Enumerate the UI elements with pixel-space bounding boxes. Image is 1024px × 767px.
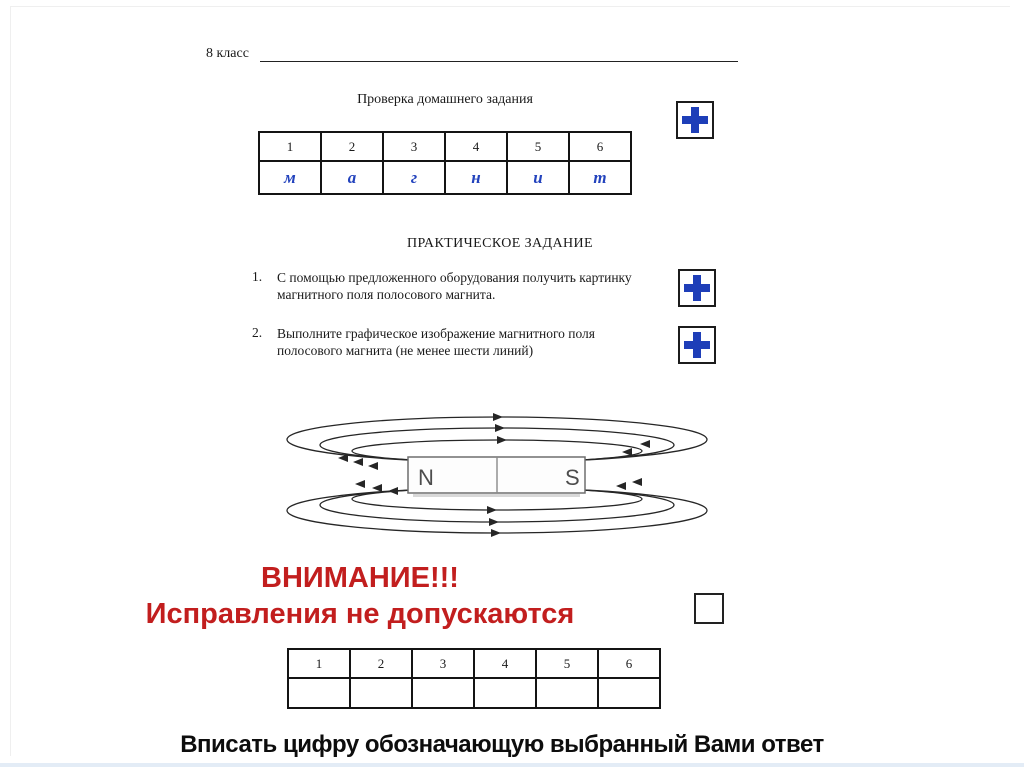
north-pole-label: N (418, 465, 434, 490)
answer-cell: а (321, 161, 383, 194)
plus-icon (684, 275, 710, 301)
column-header: 3 (383, 132, 445, 161)
warning-text (40, 560, 680, 632)
answer-cell: н (445, 161, 507, 194)
list-item-number: 2. (252, 325, 263, 340)
south-pole-label: S (565, 465, 580, 490)
column-header: 1 (288, 649, 350, 678)
column-header: 2 (350, 649, 412, 678)
homework-answer-table (258, 131, 632, 195)
slide-top-edge (10, 6, 1010, 7)
response-cell[interactable] (598, 678, 660, 708)
plus-icon (684, 332, 710, 358)
table-row (288, 649, 660, 678)
column-header: 3 (412, 649, 474, 678)
task1-plus-button[interactable] (678, 269, 716, 307)
slide-left-edge (10, 6, 11, 756)
answer-cell: и (507, 161, 569, 194)
response-cell[interactable] (288, 678, 350, 708)
name-blank-line (260, 44, 738, 62)
answer-cell: г (383, 161, 445, 194)
response-cell[interactable] (536, 678, 598, 708)
column-header: 2 (321, 132, 383, 161)
plus-icon (682, 107, 708, 133)
column-header: 6 (598, 649, 660, 678)
list-item-number: 1. (252, 269, 263, 284)
table-row (259, 132, 631, 161)
list-item: С помощью предложенного оборудования получить картинку магнитного поля полосового магнита. (277, 270, 632, 302)
magnet-shadow (413, 494, 580, 497)
response-cell[interactable] (412, 678, 474, 708)
warning-line1: ВНИМАНИЕ!!! (261, 562, 459, 594)
table-row (259, 161, 631, 194)
column-header: 1 (259, 132, 321, 161)
class-label: 8 класс (206, 46, 249, 61)
table-row (288, 678, 660, 708)
answer-cell: т (569, 161, 631, 194)
practical-title: ПРАКТИЧЕСКОЕ ЗАДАНИЕ (407, 236, 593, 251)
column-header: 5 (507, 132, 569, 161)
response-cell[interactable] (474, 678, 536, 708)
answer-cell: м (259, 161, 321, 194)
footer-instruction: Вписать цифру обозначающую выбранный Вами ответ (180, 731, 824, 758)
column-header: 4 (474, 649, 536, 678)
column-header: 4 (445, 132, 507, 161)
bar-magnet-field-figure (280, 410, 715, 550)
response-cell[interactable] (350, 678, 412, 708)
empty-square-checkbox[interactable] (694, 593, 724, 624)
task2-plus-button[interactable] (678, 326, 716, 364)
slide-bottom-edge (0, 763, 1024, 767)
homework-plus-button[interactable] (676, 101, 714, 139)
response-table (287, 648, 661, 709)
column-header: 5 (536, 649, 598, 678)
homework-title: Проверка домашнего задания (357, 92, 533, 107)
list-item: Выполните графическое изображение магнитного поля полосового магнита (не менее шести линий) (277, 326, 596, 358)
warning-line2: Исправления не допускаются (145, 598, 575, 630)
column-header: 6 (569, 132, 631, 161)
